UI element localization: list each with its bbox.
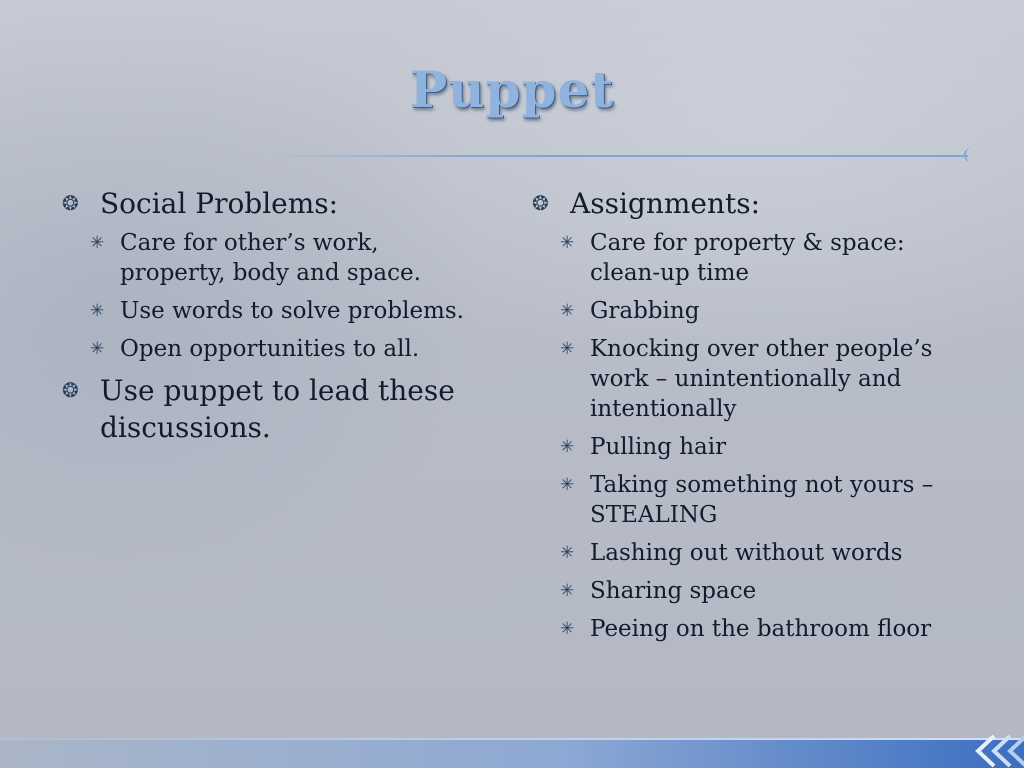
star-bullet-icon: ✳	[560, 543, 575, 563]
sub-bullet-text: Grabbing	[590, 298, 700, 324]
sub-bullet-text: Use words to solve problems.	[120, 298, 464, 324]
star-bullet-icon: ✳	[560, 475, 575, 495]
star-bullet-icon: ✳	[90, 301, 105, 321]
sub-bullet-item	[532, 538, 982, 568]
sub-bullet-text: Sharing space	[590, 578, 757, 604]
bullet-text: Use puppet to lead these discussions.	[100, 374, 455, 444]
sub-bullet-text: Open opportunities to all.	[120, 336, 420, 362]
sub-bullet-item	[532, 614, 982, 644]
sub-bullet-item	[62, 296, 482, 326]
sub-bullet-text: Knocking over other people’s work – unintentionally and intentionally	[590, 336, 933, 422]
sub-bullet-text: Care for property & space: clean-up time	[590, 230, 905, 286]
star-bullet-icon: ✳	[560, 619, 575, 639]
sub-bullet-text: Pulling hair	[590, 434, 727, 460]
star-bullet-icon: ✳	[560, 437, 575, 457]
sub-bullet-item	[62, 334, 482, 364]
sub-bullet-text: Peeing on the bathroom floor	[590, 616, 932, 642]
bullet-item	[532, 185, 982, 222]
slide-title: Puppet	[409, 60, 615, 119]
star-bullet-icon: ✳	[560, 233, 575, 253]
star-bullet-icon: ✳	[560, 339, 575, 359]
bottom-accent-highlight	[0, 738, 1024, 740]
star-bullet-icon: ✳	[560, 581, 575, 601]
bullet-item	[62, 185, 482, 222]
chevron-left-icon	[964, 734, 1024, 768]
sub-bullet-text: Taking something not yours – STEALING	[590, 472, 934, 528]
star-bullet-icon: ✳	[90, 233, 105, 253]
flower-bullet-icon: ❂	[532, 191, 549, 215]
bottom-accent-bar	[0, 738, 1024, 768]
sub-bullet-item	[532, 296, 982, 326]
title-underline	[270, 155, 968, 157]
flower-bullet-icon: ❂	[62, 378, 79, 402]
sub-bullet-item	[532, 228, 982, 288]
star-bullet-icon: ✳	[560, 301, 575, 321]
sub-bullet-item	[532, 576, 982, 606]
sub-bullet-item	[532, 470, 982, 530]
left-content-column	[62, 185, 482, 452]
star-bullet-icon: ✳	[90, 339, 105, 359]
sub-bullet-item	[62, 228, 482, 288]
bullet-item	[62, 372, 482, 446]
bullet-text: Assignments:	[570, 187, 761, 220]
bullet-text: Social Problems:	[100, 187, 339, 220]
sub-bullet-text: Care for other’s work, property, body and space.	[120, 230, 421, 286]
flower-bullet-icon: ❂	[62, 191, 79, 215]
sub-bullet-item	[532, 432, 982, 462]
title-underline-cap	[964, 148, 974, 162]
sub-bullet-item	[532, 334, 982, 424]
right-content-column	[532, 185, 982, 652]
sub-bullet-text: Lashing out without words	[590, 540, 903, 566]
